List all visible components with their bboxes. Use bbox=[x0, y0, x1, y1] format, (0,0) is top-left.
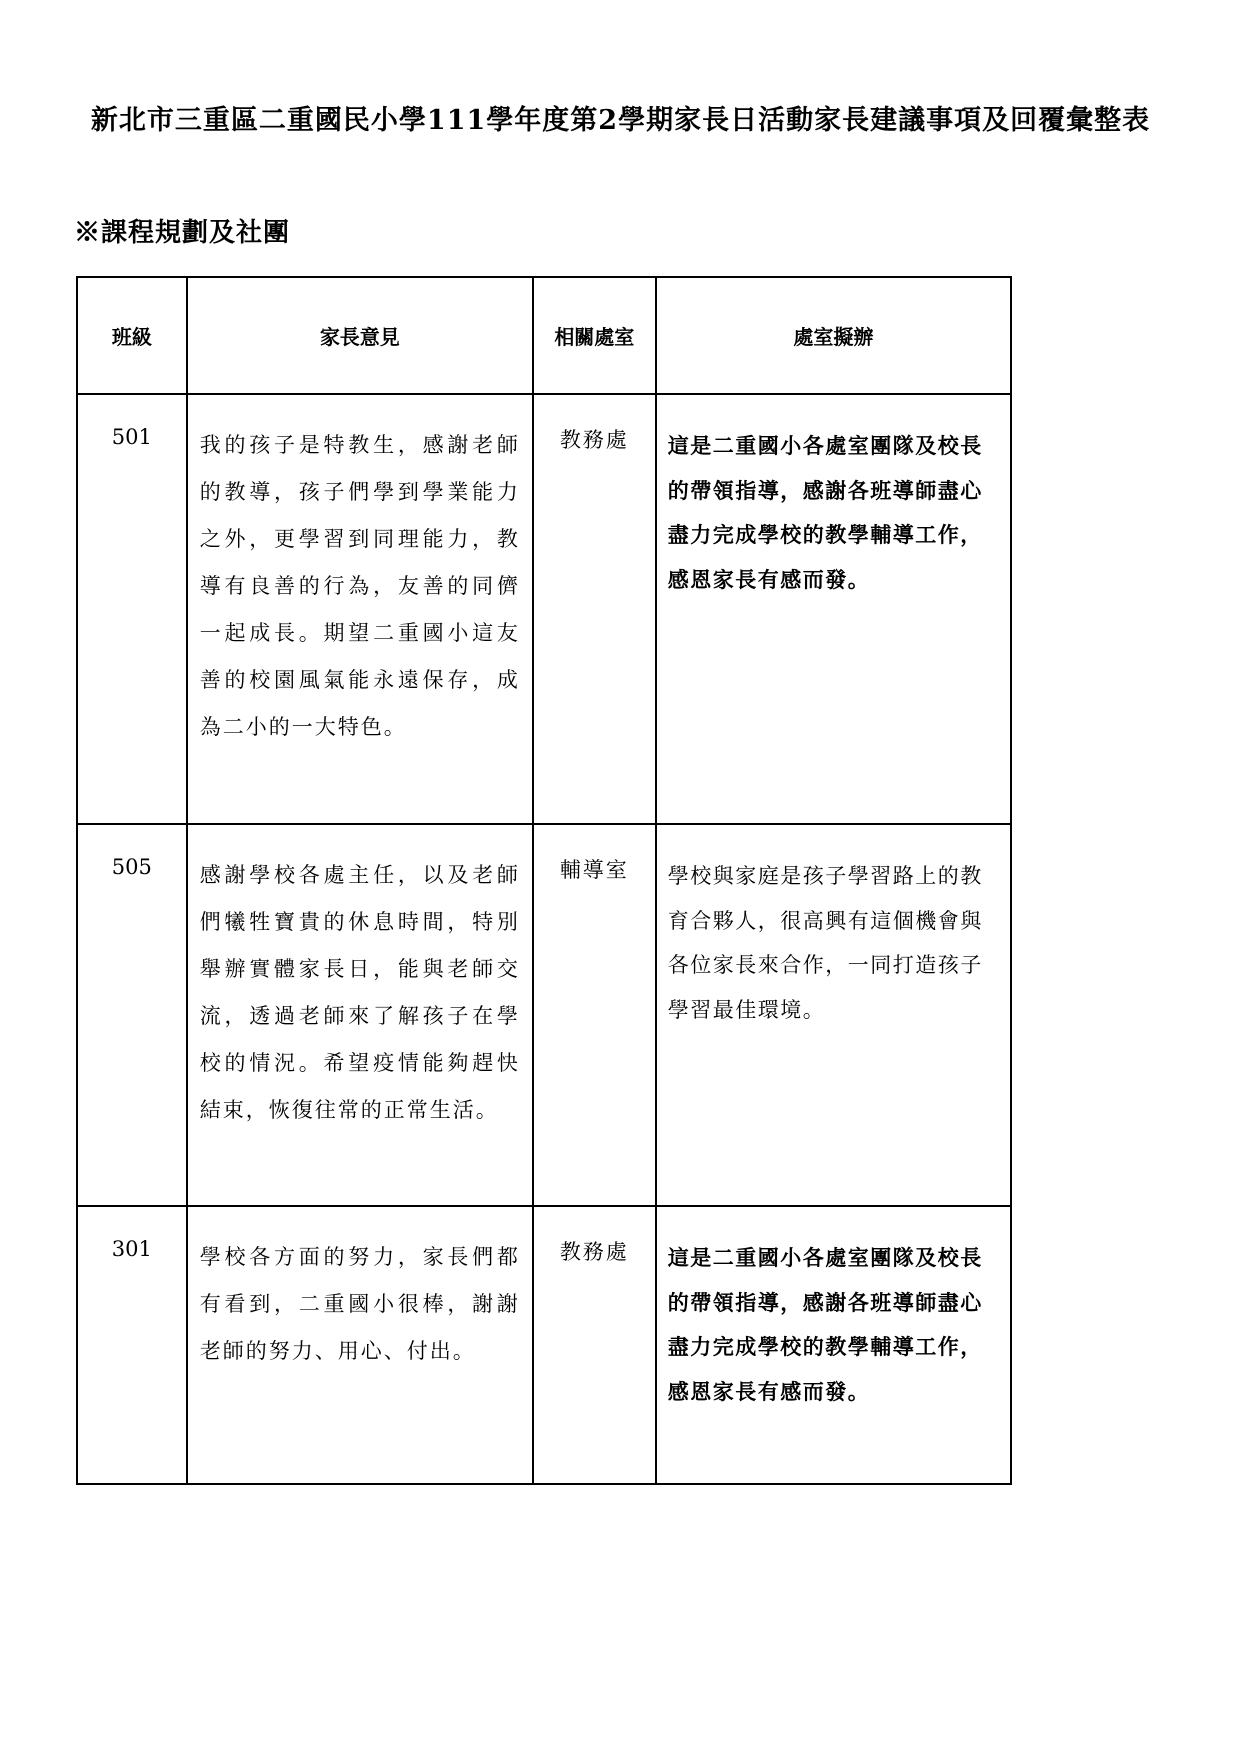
header-opinion: 家長意見 bbox=[187, 277, 533, 394]
table-row bbox=[77, 1206, 1011, 1484]
response-cell: 這是二重國小各處室團隊及校長的帶領指導，感謝各班導師盡心盡力完成學校的教學輔導工作，感恩家長有感而發。 bbox=[656, 1206, 1011, 1484]
response-cell: 這是二重國小各處室團隊及校長的帶領指導，感謝各班導師盡心盡力完成學校的教學輔導工作，感恩家長有感而發。 bbox=[656, 394, 1011, 824]
office-cell: 教務處 bbox=[533, 1206, 656, 1484]
class-cell: 301 bbox=[77, 1206, 187, 1484]
header-response: 處室擬辦 bbox=[656, 277, 1011, 394]
table-row bbox=[77, 824, 1011, 1206]
table-header-row bbox=[77, 277, 1011, 394]
class-cell: 505 bbox=[77, 824, 187, 1206]
header-office: 相關處室 bbox=[533, 277, 656, 394]
opinion-cell: 感謝學校各處主任，以及老師們犧牲寶貴的休息時間，特別舉辦實體家長日，能與老師交流，透過老師來了解孩子在學校的情況。希望疫情能夠趕快結束，恢復往常的正常生活。 bbox=[187, 824, 533, 1206]
opinion-cell: 學校各方面的努力，家長們都有看到，二重國小很棒，謝謝老師的努力、用心、付出。 bbox=[187, 1206, 533, 1484]
page-title: 新北市三重區二重國民小學111學年度第2學期家長日活動家長建議事項及回覆彙整表 bbox=[90, 105, 1151, 136]
office-cell: 輔導室 bbox=[533, 824, 656, 1206]
header-class: 班級 bbox=[77, 277, 187, 394]
response-cell: 學校與家庭是孩子學習路上的教育合夥人，很高興有這個機會與各位家長來合作，一同打造孩子學習最佳環境。 bbox=[656, 824, 1011, 1206]
office-cell: 教務處 bbox=[533, 394, 656, 824]
opinion-cell: 我的孩子是特教生，感謝老師的教導，孩子們學到學業能力之外，更學習到同理能力，教導有良善的行為，友善的同儕一起成長。期望二重國小這友善的校園風氣能永遠保存，成為二小的一大特色。 bbox=[187, 394, 533, 824]
section-heading: ※課程規劃及社團 bbox=[74, 218, 291, 248]
table-row bbox=[77, 394, 1011, 824]
feedback-table bbox=[76, 276, 1012, 1485]
class-cell: 501 bbox=[77, 394, 187, 824]
